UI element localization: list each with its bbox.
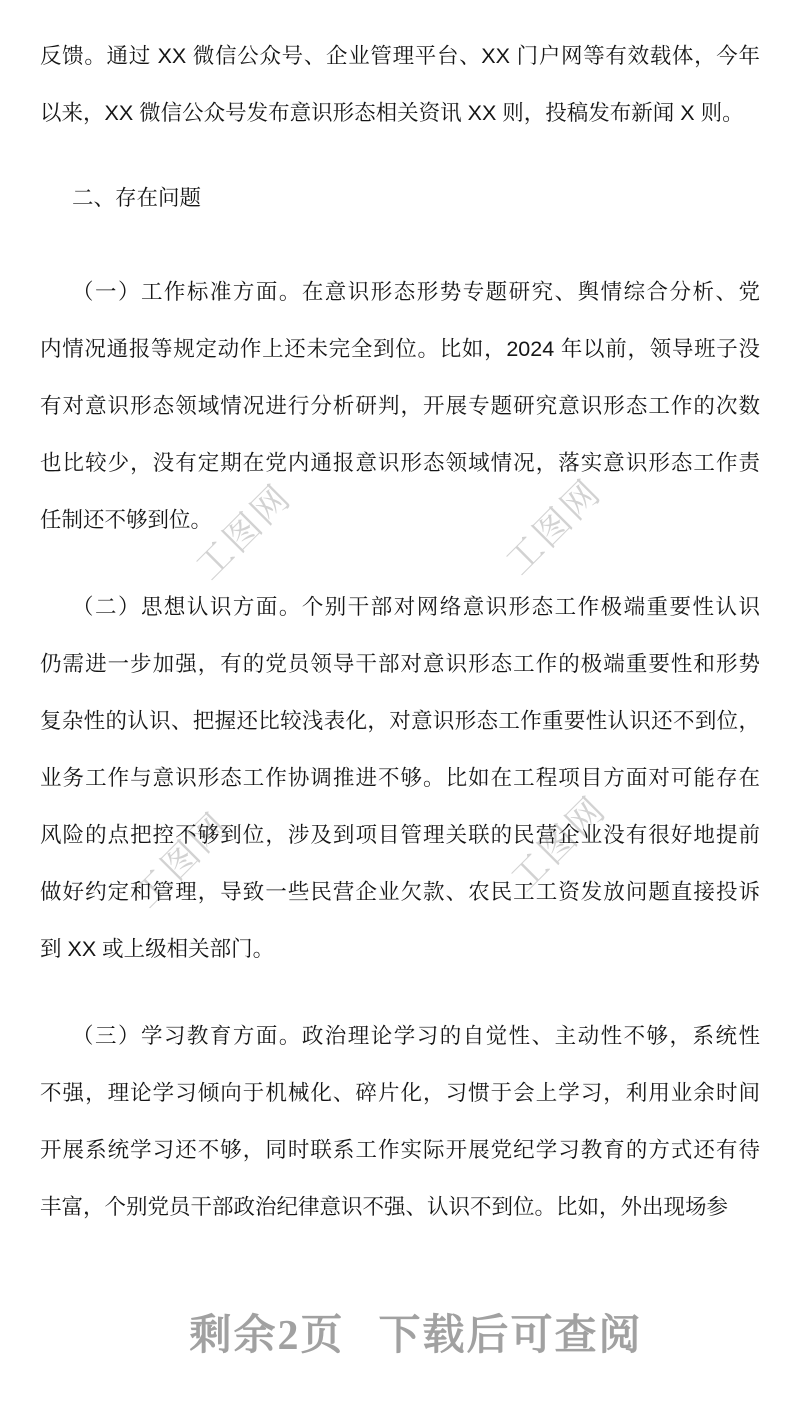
text-line: 业务工作与意识形态工作协调推进不够。比如在工程项目方面对可能存在 [40,766,760,790]
paragraph [40,579,760,978]
text-line: 任制还不够到位。 [40,508,213,532]
text-line: 有对意识形态领域情况进行分析研判，开展专题研究意识形态工作的次数 [40,394,760,418]
paragraph [40,1008,760,1236]
watermark-text: 工图网 [125,803,238,916]
preview-footer-notice [0,1306,800,1366]
text-line: 开展系统学习还不够，同时联系工作实际开展党纪学习教育的方式还有待 [40,1138,760,1162]
watermark-text: 工图网 [502,787,615,900]
pages-remaining-label: 剩余2页 [189,1313,345,1359]
text-line: 不强，理论学习倾向于机械化、碎片化，习惯于会上学习，利用业余时间 [40,1081,760,1105]
text-line: 以来，XX 微信公众号发布意识形态相关资讯 XX 则，投稿发布新闻 X 则。 [40,101,744,125]
text-line: 内情况通报等规定动作上还未完全到位。比如，2024 年以前，领导班子没 [40,337,760,361]
download-hint-label: 下载后可查阅 [378,1313,643,1359]
section-heading [40,170,760,227]
watermark-text: 工图网 [497,470,610,583]
text-line: 做好约定和管理，导致一些民营企业欠款、农民工工资发放问题直接投诉 [40,880,760,904]
text-line: 仍需进一步加强，有的党员领导干部对意识形态工作的极端重要性和形势 [40,652,760,676]
text-line: （二）思想认识方面。个别干部对网络意识形态工作极端重要性认识 [72,595,760,619]
text-line: 丰富，个别党员干部政治纪律意识不强、认识不到位。比如，外出现场参 [40,1195,729,1219]
text-line: 也比较少，没有定期在党内通报意识形态领域情况，落实意识形态工作责 [40,451,760,475]
watermark-text: 工图网 [187,475,300,588]
text-line: 到 XX 或上级相关部门。 [40,937,275,961]
paragraph [40,28,760,142]
heading-line: 二、存在问题 [72,186,202,210]
text-line: （一）工作标准方面。在意识形态形势专题研究、舆情综合分析、党 [72,280,760,304]
paragraph [40,264,760,549]
text-line: 反馈。通过 XX 微信公众号、企业管理平台、XX 门户网等有效载体，今年 [40,44,760,68]
text-line: 风险的点把控不够到位，涉及到项目管理关联的民营企业没有很好地提前 [40,823,760,847]
text-line: 复杂性的认识、把握还比较浅表化，对意识形态工作重要性认识还不到位， [40,709,760,733]
text-line: （三）学习教育方面。政治理论学习的自觉性、主动性不够，系统性 [72,1024,760,1048]
